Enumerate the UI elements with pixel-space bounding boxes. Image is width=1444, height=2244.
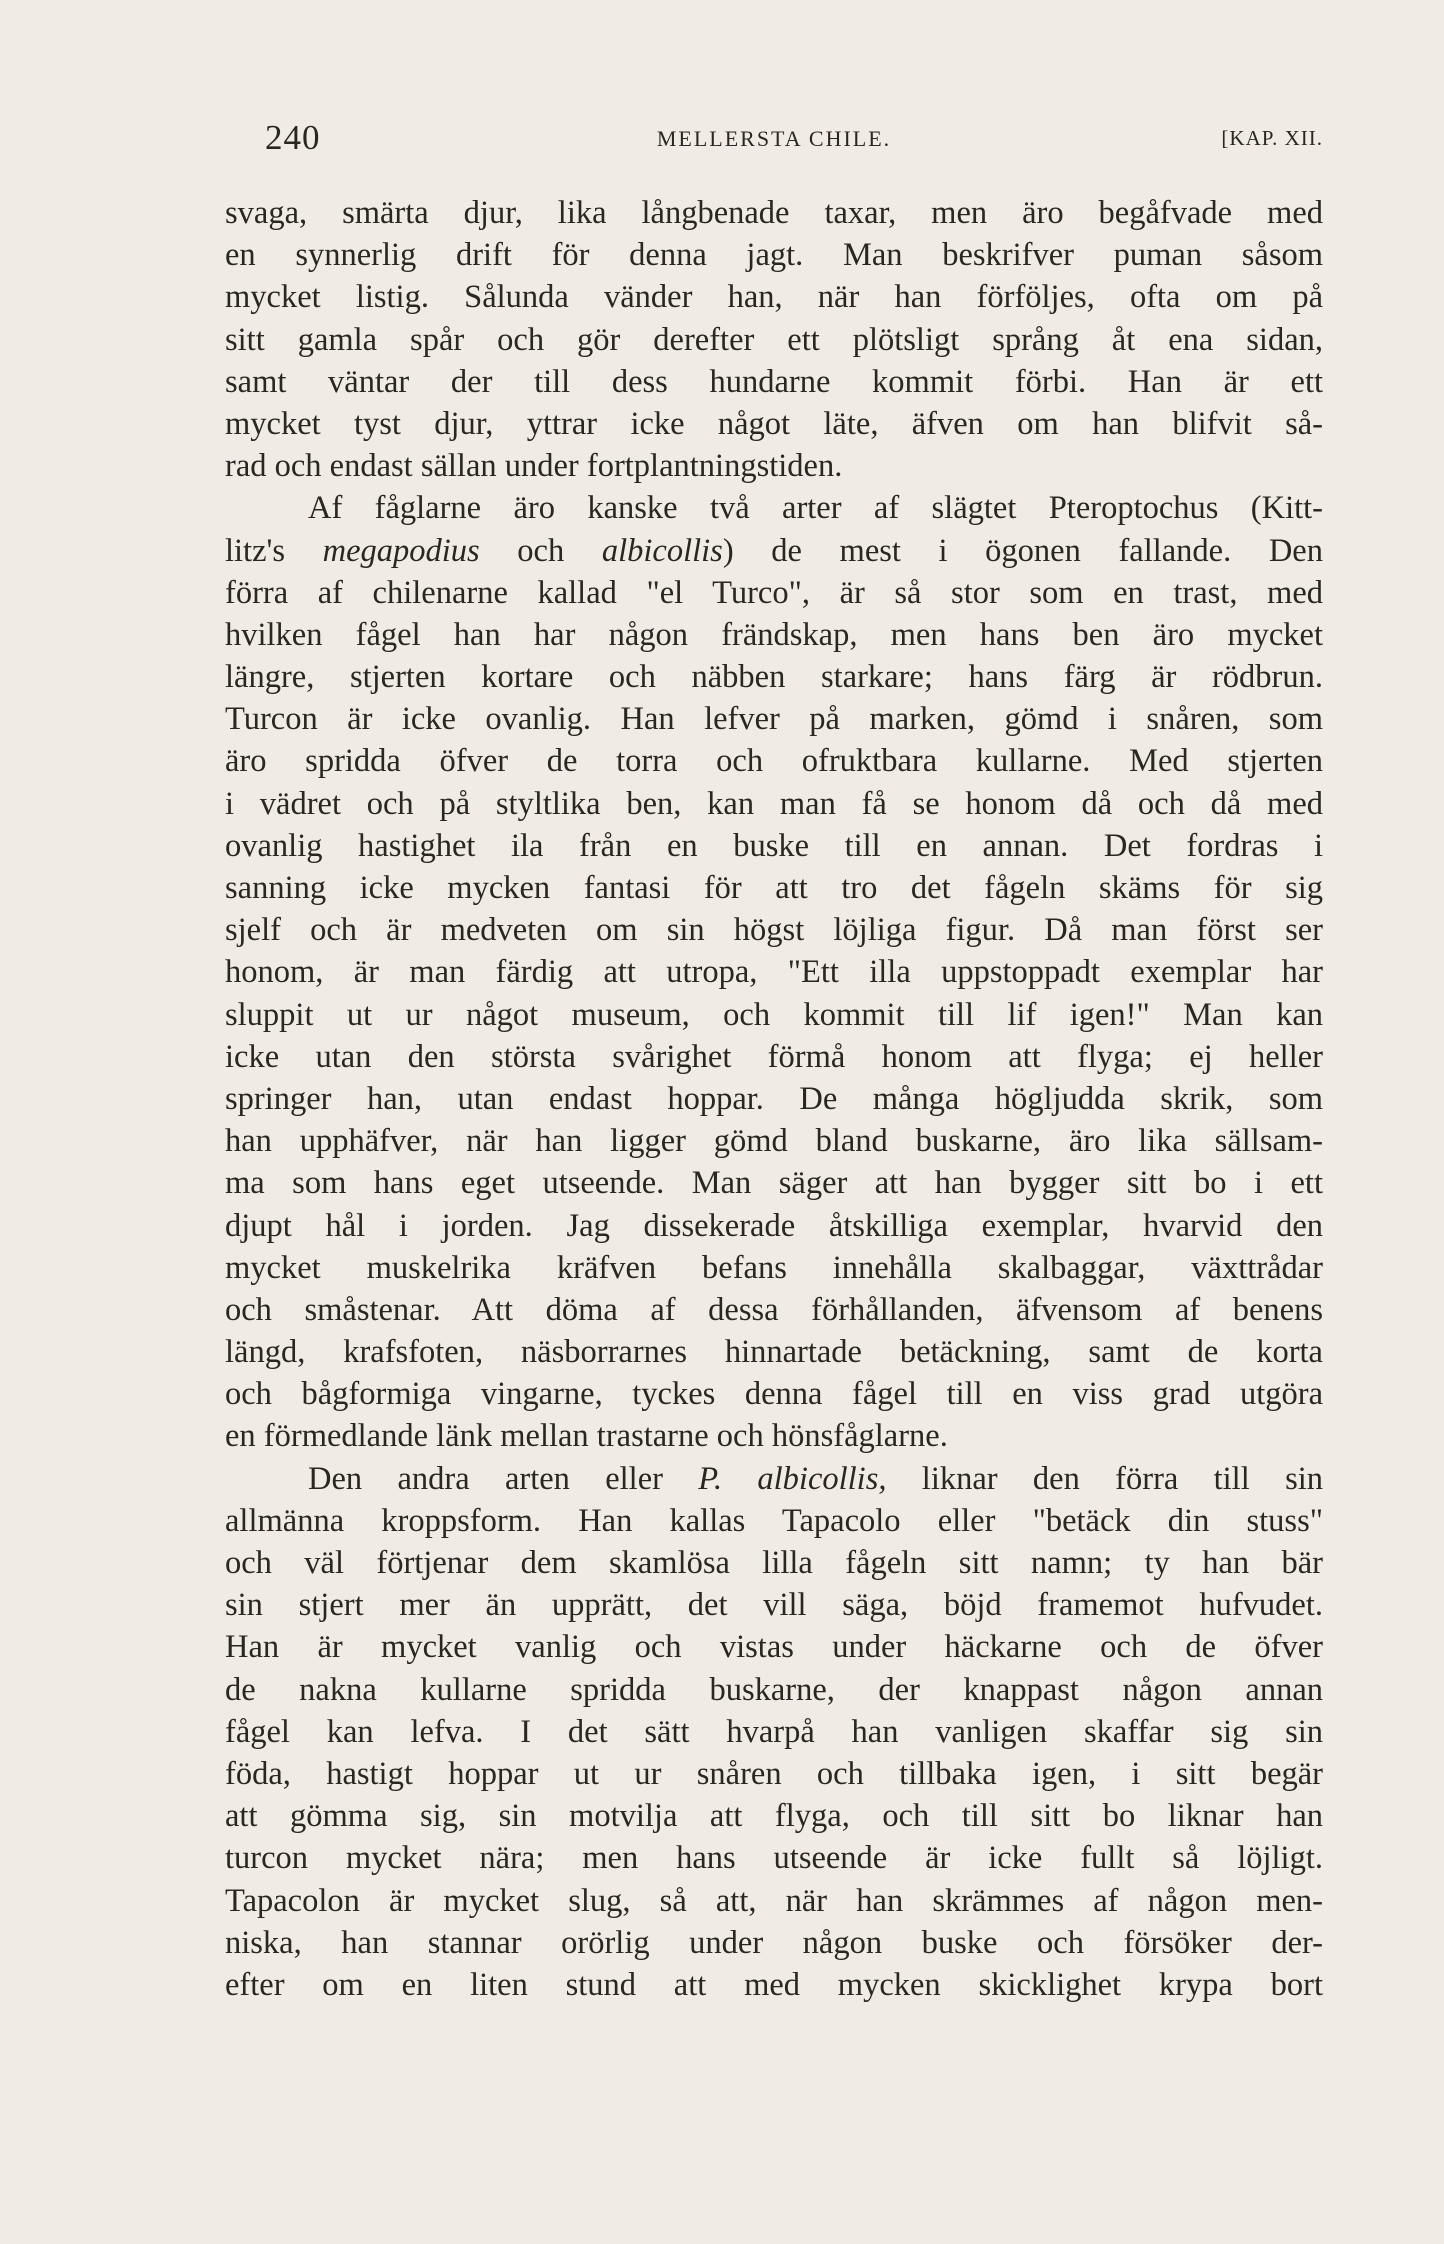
text-line: springer han, utan endast hoppar. De många högljudda skrik, som bbox=[225, 1080, 1323, 1117]
species-name: P. albicollis, bbox=[698, 1460, 887, 1497]
text-line: längre, stjerten kortare och näbben starkare; hans färg är rödbrun. bbox=[225, 659, 1323, 696]
text-line: turcon mycket nära; men hans utseende är icke fullt så löjligt. bbox=[225, 1840, 1323, 1877]
text-line: efter om en liten stund att med mycken skicklighet krypa bort bbox=[225, 1966, 1323, 2003]
text-line: sitt gamla spår och gör derefter ett plötsligt språng åt ena sidan, bbox=[225, 321, 1323, 358]
text-line: icke utan den största svårighet förmå honom att flyga; ej heller bbox=[225, 1038, 1323, 1075]
body-text bbox=[225, 192, 1323, 2006]
text-line: litz's megapodius och albicollis) de mest i ögonen fallande. Den bbox=[225, 532, 1323, 569]
text-line: mycket listig. Sålunda vänder han, när han förföljes, ofta om på bbox=[225, 279, 1323, 316]
paragraph-start-line: Den andra arten eller P. albicollis, liknar den förra till sin bbox=[308, 1460, 1323, 1497]
running-head bbox=[225, 118, 1323, 168]
text-line: samt väntar der till dess hundarne kommit förbi. Han är ett bbox=[225, 363, 1323, 400]
text-line: sjelf och är medveten om sin högst löjliga figur. Då man först ser bbox=[225, 912, 1323, 949]
species-name: albicollis bbox=[601, 532, 723, 569]
text-line: i vädret och på styltlika ben, kan man få se honom då och då med bbox=[225, 785, 1323, 822]
text-line: hvilken fågel han har någon frändskap, men hans ben äro mycket bbox=[225, 616, 1323, 653]
text-line: Tapacolon är mycket slug, så att, när han skrämmes af någon men- bbox=[225, 1882, 1323, 1919]
text-line: rad och endast sällan under fortplantningstiden. bbox=[225, 448, 843, 485]
text-line: sin stjert mer än upprätt, det vill säga, böjd framemot hufvudet. bbox=[225, 1587, 1323, 1624]
text-line: och bågformiga vingarne, tyckes denna fågel till en viss grad utgöra bbox=[225, 1376, 1323, 1413]
text-line: en förmedlande länk mellan trastarne och hönsfåglarne. bbox=[225, 1418, 948, 1455]
text-line: djupt hål i jorden. Jag dissekerade åtskilliga exemplar, hvarvid den bbox=[225, 1207, 1323, 1244]
page-number: 240 bbox=[265, 118, 321, 157]
text-line: längd, krafsfoten, näsborrarnes hinnartade betäckning, samt de korta bbox=[225, 1334, 1323, 1371]
text-line: honom, är man färdig att utropa, "Ett illa uppstoppadt exemplar har bbox=[225, 954, 1323, 991]
text-line: han upphäfver, när han ligger gömd bland buskarne, äro lika sällsam- bbox=[225, 1123, 1323, 1160]
text-line: en synnerlig drift för denna jagt. Man beskrifver puman såsom bbox=[225, 237, 1323, 274]
text-line: och väl förtjenar dem skamlösa lilla fågeln sitt namn; ty han bär bbox=[225, 1545, 1323, 1581]
text-line: de nakna kullarne spridda buskarne, der knappast någon annan bbox=[225, 1671, 1323, 1708]
text-line: Turcon är icke ovanlig. Han lefver på marken, gömd i snåren, som bbox=[225, 701, 1323, 738]
paragraph-start-line: Af fåglarne äro kanske två arter af slägtet Pteroptochus (Kitt- bbox=[308, 490, 1323, 527]
text-line: sanning icke mycken fantasi för att tro det fågeln skäms för sig bbox=[225, 870, 1323, 906]
text-line: äro spridda öfver de torra och ofruktbara kullarne. Med stjerten bbox=[225, 743, 1323, 780]
text-line: allmänna kroppsform. Han kallas Tapacolo eller "betäck din stuss" bbox=[225, 1502, 1323, 1539]
text-line: att gömma sig, sin motvilja att flyga, och till sitt bo liknar han bbox=[225, 1798, 1323, 1835]
text-line: mycket muskelrika kräfven befans innehålla skalbaggar, växttrådar bbox=[225, 1249, 1323, 1286]
text-line: mycket tyst djur, yttrar icke något läte, äfven om han blifvit så- bbox=[225, 405, 1323, 442]
text-line: föda, hastigt hoppar ut ur snåren och tillbaka igen, i sitt begär bbox=[225, 1755, 1323, 1792]
text-line: niska, han stannar orörlig under någon buske och försöker der- bbox=[225, 1924, 1323, 1961]
running-title: MELLERSTA CHILE. bbox=[656, 126, 892, 151]
text-line: sluppit ut ur något museum, och kommit till lif igen!" Man kan bbox=[225, 996, 1323, 1033]
text-line: ovanlig hastighet ila från en buske till en annan. Det fordras i bbox=[225, 827, 1323, 864]
text-line: fågel kan lefva. I det sätt hvarpå han vanligen skaffar sig sin bbox=[225, 1713, 1323, 1750]
chapter-label: [KAP. XII. bbox=[1221, 126, 1323, 150]
text-line: Han är mycket vanlig och vistas under häckarne och de öfver bbox=[225, 1629, 1323, 1666]
text-line: och småstenar. Att döma af dessa förhållanden, äfvensom af benens bbox=[225, 1291, 1323, 1328]
species-name: megapodius bbox=[322, 532, 480, 569]
text-line: förra af chilenarne kallad "el Turco", är så stor som en trast, med bbox=[225, 574, 1323, 611]
text-line: svaga, smärta djur, lika långbenade taxar, men äro begåfvade med bbox=[225, 195, 1323, 231]
text-line: ma som hans eget utseende. Man säger att han bygger sitt bo i ett bbox=[225, 1165, 1323, 1202]
